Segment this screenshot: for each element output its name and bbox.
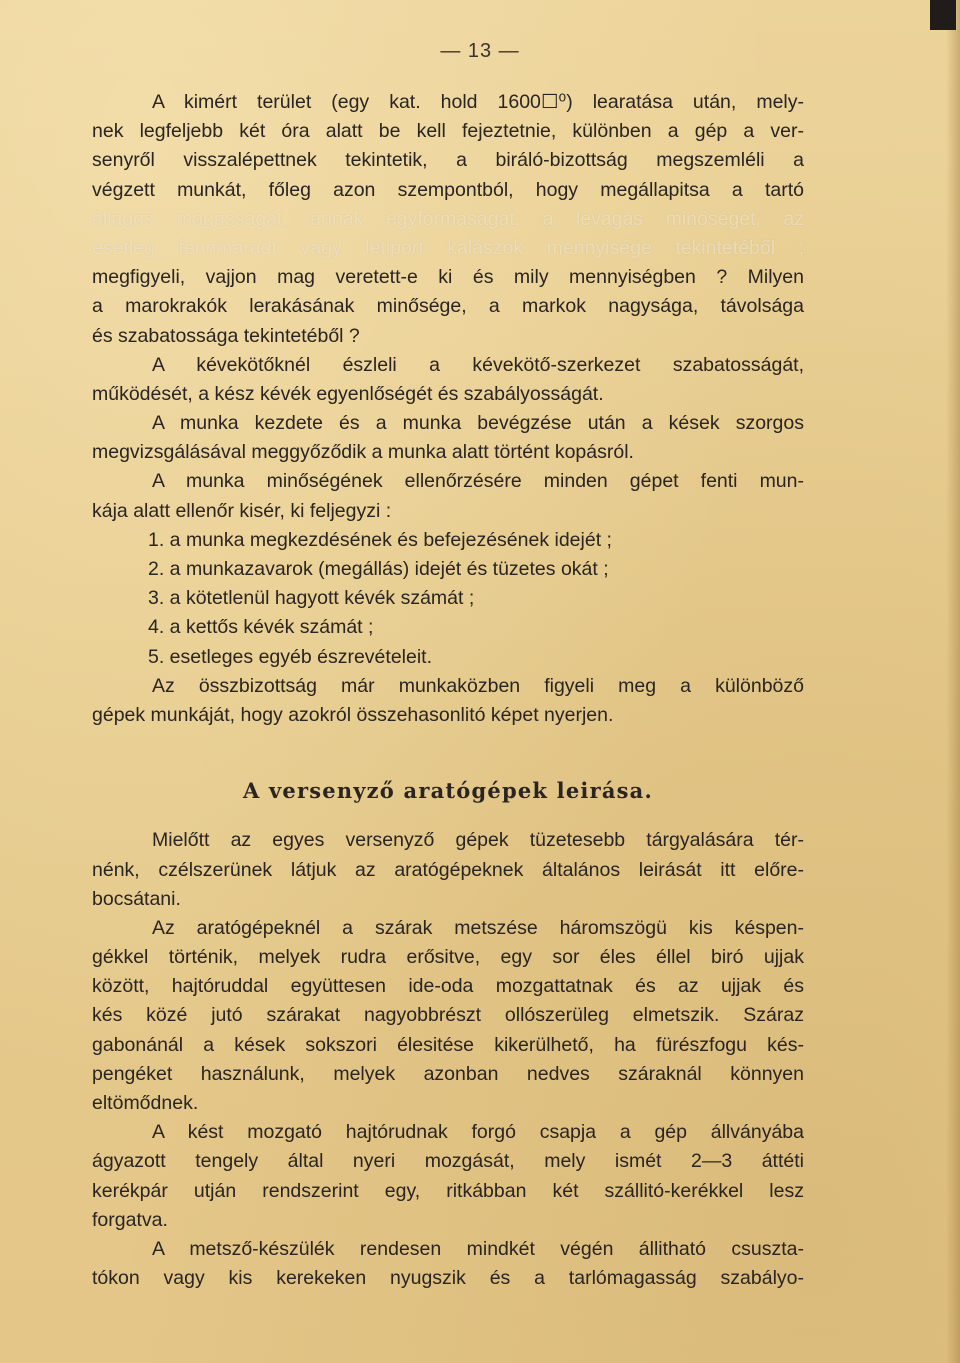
paragraph-line: A metsző-készülék rendesen mindkét végén állitható csuszta- [152,1237,804,1260]
paragraph-line: Az összbizottság már munkaközben figyeli meg a különböző [152,674,804,697]
paragraph-line: kája alatt ellenőr kisér, ki feljegyzi : [92,499,392,522]
paragraph-line: eltömődnek. [92,1092,199,1114]
paragraph-line: Mielőtt az egyes versenyző gépek tüzetesebb tárgyalására tér- [152,829,804,852]
paragraph-line: A kimért terület (egy kat. hold 1600☐⁰) learatása után, mely- [152,91,804,113]
list-item: 1. a munka megkezdésének és befejezésének idejét ; [148,528,612,551]
faded-paragraph-line: állagos magasságát, annak egyformaságát, a levágás minőségét, az [92,207,804,230]
paragraph-line: gabonánál a kések sokszori élesitése kikerülhető, ha fürészfogu kés- [92,1033,804,1056]
paragraph-line: pengéket használunk, melyek azonban nedves száraknál könnyen [92,1062,804,1085]
paragraph-line: a marokrakók lerakásának minősége, a markok nagysága, távolsága [92,295,804,318]
page-edge-shadow [946,0,960,1363]
paragraph-line: megvizsgálásával meggyőződik a munka alatt történt kopásról. [92,441,634,464]
page-number: — 13 — [440,40,520,62]
paragraph-line: senyről visszalépettnek tekintetik, a biráló-bizottság megszemléli a [92,149,804,172]
page-text [92,88,804,1293]
paragraph-line: kés közé jutó szárakat nagyobbrészt ollószerüleg elmetszik. Száraz [92,1004,804,1027]
paragraph-line: ágyazott tengely által nyeri mozgását, mely ismét 2—3 áttéti [92,1150,804,1173]
paragraph-line: és szabatossága tekintetéből ? [92,324,360,347]
list-item: 3. a kötetlenül hagyott kévék számát ; [148,587,475,610]
list-item: 2. a munkazavarok (megállás) idejét és tüzetes okát ; [148,558,609,580]
paragraph-line: A munka kezdete és a munka bevégzése után a kések szorgos [152,412,804,435]
paragraph-line: A kévekötőknél észleli a kévekötő-szerkezet szabatosságát, [152,353,804,376]
paragraph-line: bocsátani. [92,887,181,910]
paragraph-line: működését, a kész kévék egyenlőségét és szabályosságát. [92,382,604,405]
paragraph-line: A kést mozgató hajtórudnak forgó csapja a gép állványába [152,1121,804,1144]
paragraph-line: Az aratógépeknél a szárak metszése háromszögü kis késpen- [152,916,804,939]
paragraph-line: nénk, czélszerünek látjuk az aratógépeknek általános leirását itt előre- [92,858,804,881]
paragraph-line: megfigyeli, vajjon mag veretett-e ki és mily mennyiségben ? Milyen [92,266,804,289]
paragraph-line: gékkel történik, melyek rudra erősitve, egy sor éles éllel biró ujjak [92,946,804,969]
paragraph-line: forgatva. [92,1208,168,1231]
scan-corner-mark [930,0,956,30]
paragraph-line: kerékpár utján rendszerint egy, ritkábban két szállitó-kerékkel lesz [92,1179,804,1202]
faded-paragraph-line: esetleg fennmaradt vagy letiport kalászok mennyisége tekintetéből ; [92,236,804,259]
section-heading: A versenyző aratógépek leirása. [243,778,653,804]
paragraph-line: gépek munkáját, hogy azokról összehasonlitó képet nyerjen. [92,703,614,726]
paragraph-line: tókon vagy kis kerekeken nyugszik és a tarlómagasság szabályo- [92,1267,804,1290]
list-item: 4. a kettős kévék számát ; [148,616,374,639]
list-item: 5. esetleges egyéb észrevételeit. [148,645,433,668]
paragraph-line: között, hajtóruddal együttesen ide-oda mozgattatnak és az ujjak és [92,975,804,998]
paragraph-line: nek legfeljebb két óra alatt be kell fejeztetnie, különben a gép a ver- [92,120,804,143]
paragraph-line: végzett munkát, főleg azon szempontból, hogy megállapitsa a tartó [92,178,804,201]
paragraph-line: A munka minőségének ellenőrzésére minden gépet fenti mun- [152,470,804,493]
